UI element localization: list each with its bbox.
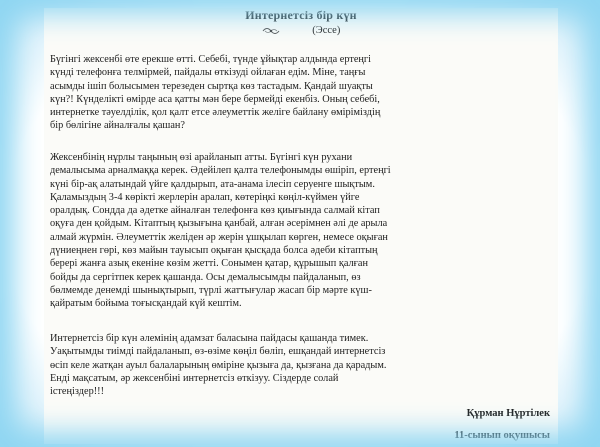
paragraph-line: Уақытымды тиімді пайдаланып, өз-өзіме көңіл бөліп, ешқандай интернетсіз <box>50 346 386 358</box>
paragraph-line: алмай жүрмін. Әлеуметтік желіден әр жерін ұшқылап көрген, немесе оқыған <box>50 231 388 243</box>
paragraph-line: берері жанға азық екеніне көзім жетті. Сонымен қатар, құрышып қалған <box>50 258 368 270</box>
document-page <box>44 8 558 444</box>
paragraph-2 <box>50 151 555 311</box>
paragraph-line: Енді мақсатым, әр жексенбіні интернетсіз өткізуу. Сіздерде солай <box>50 372 339 384</box>
paragraph-line: оралдық. Сондда да әдетке айналған телефонға көз қиығында салмай кітап <box>50 205 380 217</box>
paragraph-line: қайратым бойыма тоғысқандай күй кештім. <box>50 298 242 310</box>
paragraph-line: бір бөлігіне айналғалы қашан? <box>50 120 186 132</box>
subtitle-row <box>44 25 558 36</box>
essay-subtitle: (Эссе) <box>312 25 341 36</box>
paragraph-line: асымды ішіп болысымен терезеден сыртқа көз тастадым. Қандай шуақты <box>50 80 373 92</box>
essay-title: Интернетсіз бір күн <box>245 8 357 22</box>
paragraph-line: бөлмемде денемді шынықтырып, түрлі жаттығулар жасап бір мәрте күш- <box>50 284 372 296</box>
paragraph-line: Интернетсіз бір күн әлемінің адамзат баласына пайдасы қашанда тимек. <box>50 333 369 344</box>
paragraph-line: өсіп келе жатқан ауыл балаларының өміріне қызыға да, қызғана да қарадым. <box>50 359 387 371</box>
paragraph-line: интернетке тәуелділік, қол қалт етсе әлеуметтік желіге байлану өміріміздің <box>50 107 381 119</box>
paragraph-line: оқуға ден қойдым. Кітаптың қызығына қанбай, алған әсерімнен әлі де арыла <box>50 218 388 230</box>
paragraph-line: бойды да сергітпек керек қашанда. Осы демалысымды пайдаланып, өз <box>50 271 361 283</box>
paragraph-line: Қаламыздың 3-4 көрікті жерлерін аралап, көтеріңкі көңіл-күймен үйге <box>50 191 360 203</box>
paragraph-line: Жексенбінің нұрлы таңының өзі арайланып атты. Бүгінгі күн рухани <box>50 152 353 163</box>
paragraph-line: дүниеңнен гөрі, көз майын тауысып оқыған қысқада болса әдеби кітаптың <box>50 245 378 257</box>
paragraph-line: демалысыма арналмаққа керек. Әдейілеп қалта телефонымды өшіріп, ертеңгі <box>50 165 391 177</box>
paragraph-1 <box>50 53 555 133</box>
paragraph-line: күн?! Күнделікті өмірде аса қатты мән бере бермейді екенбіз. Оның себебі, <box>50 93 380 105</box>
paragraph-line: істеңіздер!!! <box>50 386 104 398</box>
paragraph-3 <box>50 332 555 398</box>
paragraph-line: Бүгінгі жексенбі өте ерекше өтті. Себебі, түнде ұйықтар алдында ертеңгі <box>50 54 371 65</box>
author-grade: 11-сынып оқушысы <box>454 430 550 441</box>
author-name: Құрман Нұртілек <box>466 408 550 419</box>
ornament-icon <box>262 26 280 36</box>
paragraph-line: күні бір-ақ алатындай үйге қалдырып, ата-анама ілесіп серуенге шықтым. <box>50 178 375 190</box>
paragraph-line: күнді телефонға телмірмей, пайдалы өткізуді ойлаған едім. Міне, таңғы <box>50 67 366 79</box>
